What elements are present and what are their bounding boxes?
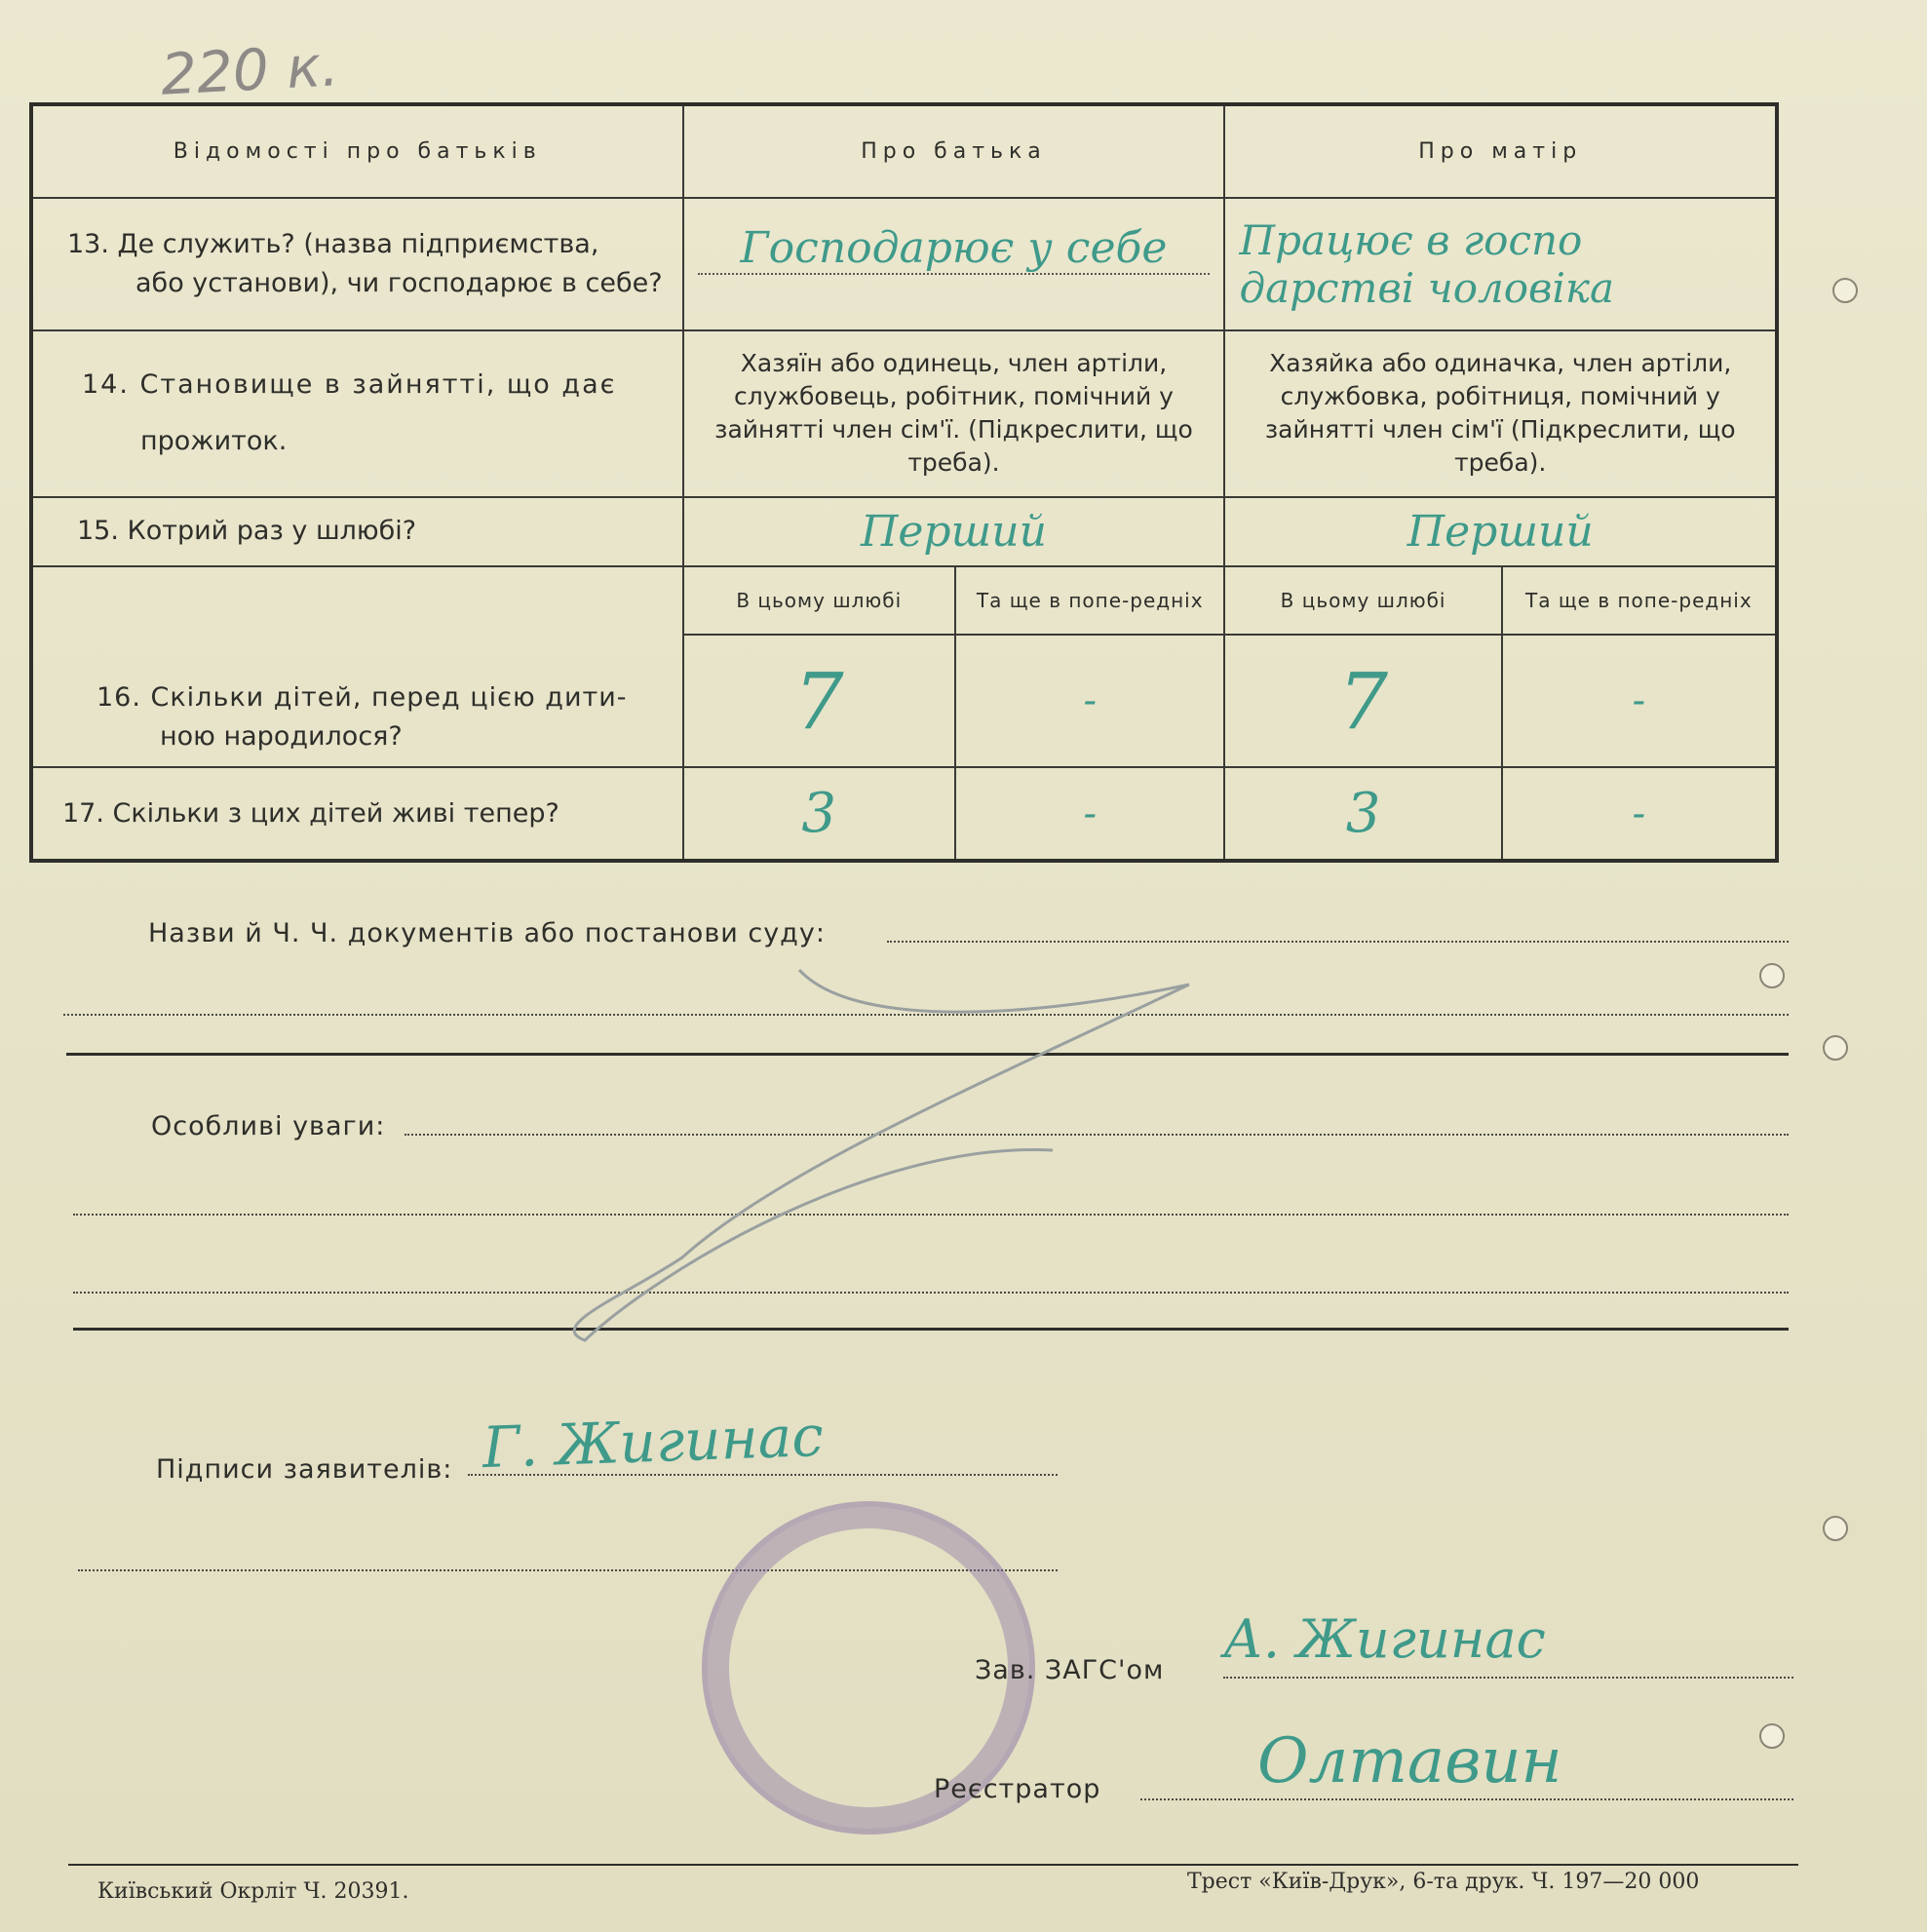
footer-right: Трест «Київ-Друк», 6-та друк. Ч. 197—20 000	[1187, 1870, 1700, 1894]
q15-mother-answer: Перший	[1407, 506, 1594, 557]
header-parents-info: Відомості про батьків	[31, 104, 683, 198]
q16-mother-prev: -	[1632, 678, 1646, 724]
footer-left: Київський Окрліт Ч. 20391.	[97, 1879, 409, 1904]
binder-hole	[1759, 963, 1785, 988]
registrar-label: Реєстратор	[934, 1774, 1101, 1804]
head-signature-line	[1223, 1677, 1793, 1679]
special-notes-label: Особливі уваги:	[151, 1111, 386, 1141]
q14-label-line2: прожиток.	[140, 426, 288, 457]
q17-father-prev: -	[1083, 791, 1097, 836]
footer-rule	[68, 1864, 1798, 1866]
subheader-mother-this-marriage: В цьому шлюбі	[1224, 566, 1501, 636]
q15-father-answer: Перший	[861, 506, 1047, 557]
q16-mother-this: 7	[1338, 655, 1389, 747]
q16-label-line2: ною народилося?	[160, 721, 403, 753]
binder-hole	[1823, 1035, 1848, 1061]
header-father: Про батька	[683, 104, 1225, 198]
q17-father-this: 3	[801, 782, 837, 846]
registrar-signature: Олтавин	[1257, 1725, 1562, 1797]
q16-father-prev: -	[1083, 678, 1097, 724]
q13-mother-answer-line1: Працює в госпо	[1239, 215, 1583, 264]
binder-hole	[1832, 278, 1858, 303]
q13-label-line2: або установи), чи господарює в себе?	[135, 267, 663, 298]
documents-label: Назви й Ч. Ч. документів або постанови суду:	[148, 918, 826, 948]
q14-label-line1: 14. Становище в зайнятті, що дає	[82, 369, 617, 401]
q16-label-line1: 16. Скільки дітей, перед цією дити-	[96, 682, 628, 714]
q17-mother-prev: -	[1632, 791, 1646, 836]
header-mother: Про матір	[1224, 104, 1777, 198]
q16-father-this: 7	[793, 655, 844, 747]
subheader-father-this-marriage: В цьому шлюбі	[683, 566, 955, 636]
pencil-note: 220 к.	[159, 32, 341, 108]
applicant-signature: Г. Жигинас	[481, 1402, 825, 1482]
q13-label-line1: 13. Де служить? (назва підприємства,	[67, 228, 599, 259]
q13-father-answer: Господарює у себе	[698, 223, 1211, 275]
binder-hole	[1759, 1723, 1785, 1749]
subheader-father-previous: Та ще в попе-редніх	[955, 566, 1224, 636]
q14-mother-options: Хазяйка або одиначка, член артіли, службовка, робітниця, помічний у зайнятті член сім'ї (Підкреслити, що треба).	[1224, 330, 1777, 497]
q17-label: 17. Скільки з цих дітей живі тепер?	[31, 767, 683, 861]
q15-label: 15. Котрий раз у шлюбі?	[31, 497, 683, 566]
head-label: Зав. ЗАГС'ом	[975, 1655, 1165, 1685]
q14-father-options: Хазяїн або одинець, член артіли, службовець, робітник, помічний у зайнятті член сім'ї. (Підкреслити, що треба).	[683, 330, 1225, 497]
signatures-label: Підписи заявителів:	[156, 1454, 453, 1485]
q13-mother-answer-line2: дарстві чоловіка	[1239, 263, 1615, 312]
subheader-mother-previous: Та ще в попе-редніх	[1502, 566, 1777, 636]
head-signature: А. Жигинас	[1223, 1608, 1546, 1670]
q17-mother-this: 3	[1345, 782, 1381, 846]
binder-hole	[1823, 1516, 1848, 1541]
registrar-signature-line	[1140, 1798, 1793, 1800]
